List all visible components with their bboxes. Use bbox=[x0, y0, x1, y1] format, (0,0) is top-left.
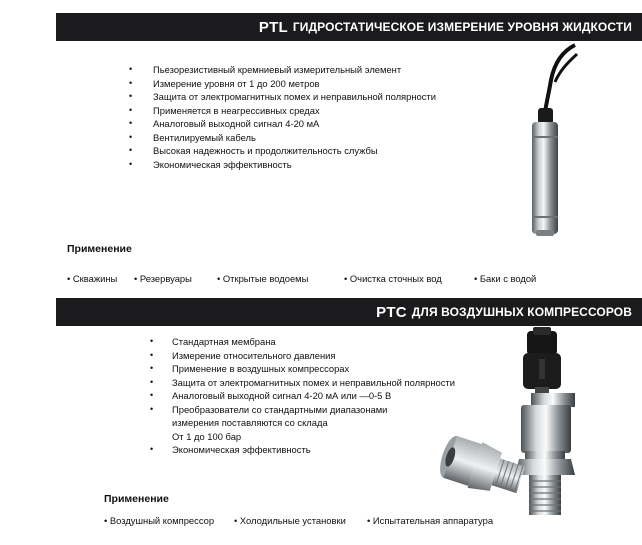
ptc-applications-title: Применение bbox=[104, 493, 169, 505]
ptc-feature: • Аналоговый выходной сигнал 4-20 мА или —0-5 В bbox=[172, 389, 455, 403]
ptl-applications-title: Применение bbox=[67, 243, 132, 255]
ptl-feature: • Аналоговый выходной сигнал 4-20 мА bbox=[153, 117, 436, 131]
ptl-applications-list bbox=[0, 273, 642, 287]
ptc-application: • Испытательная аппаратура bbox=[367, 515, 494, 526]
ptc-feature: • Применение в воздушных компрессорах bbox=[172, 362, 455, 376]
ptc-feature-continuation: От 1 до 100 бар bbox=[172, 430, 242, 442]
ptl-feature: • Измерение уровня от 1 до 200 метров bbox=[153, 77, 436, 91]
ptc-feature-continuation: измерения поставляются со склада bbox=[172, 417, 328, 428]
ptl-application: • Очистка сточных вод bbox=[344, 273, 442, 284]
ptl-title: ГИДРОСТАТИЧЕСКОЕ ИЗМЕРЕНИЕ УРОВНЯ ЖИДКОСТИ bbox=[292, 20, 632, 34]
ptl-feature: • Пьезорезистивный кремниевый измерительный элемент bbox=[153, 63, 436, 77]
ptc-header-banner bbox=[56, 298, 642, 326]
submersible-level-sensor-image bbox=[505, 40, 585, 240]
ptl-feature: • Применяется в неагрессивных средах bbox=[153, 104, 436, 118]
ptl-feature: • Защита от электромагнитных помех и неправильной полярности bbox=[153, 90, 436, 104]
pressure-transmitter-image bbox=[435, 325, 605, 535]
ptc-feature: • Измерение относительного давления bbox=[172, 349, 455, 363]
ptc-code: PTC bbox=[376, 303, 407, 321]
ptc-feature: • Преобразователи со стандартными диапазонами bbox=[172, 403, 455, 417]
ptc-applications-list bbox=[0, 515, 642, 529]
ptl-application: • Баки с водой bbox=[474, 273, 537, 284]
ptl-feature: • Высокая надежность и продолжительность службы bbox=[153, 144, 436, 158]
ptc-feature: • Стандартная мембрана bbox=[172, 335, 455, 349]
ptc-title: ДЛЯ ВОЗДУШНЫХ КОМПРЕССОРОВ bbox=[411, 305, 632, 319]
ptl-application: • Открытые водоемы bbox=[217, 273, 309, 284]
ptc-application: • Холодильные установки bbox=[234, 515, 346, 526]
ptl-application: • Скважины bbox=[67, 273, 118, 284]
ptl-feature: • Вентилируемый кабель bbox=[153, 131, 436, 145]
ptl-code: PTL bbox=[258, 18, 288, 36]
ptc-feature: • Экономическая эффективность bbox=[172, 443, 455, 457]
ptc-feature-list bbox=[172, 335, 455, 457]
ptl-feature-list bbox=[153, 63, 436, 171]
ptl-application: • Резервуары bbox=[134, 273, 192, 284]
ptc-feature: • Защита от электромагнитных помех и неправильной полярности bbox=[172, 376, 455, 390]
ptc-application: • Воздушный компрессор bbox=[104, 515, 215, 526]
ptl-header-banner bbox=[56, 13, 642, 41]
ptl-feature: • Экономическая эффективность bbox=[153, 158, 436, 172]
